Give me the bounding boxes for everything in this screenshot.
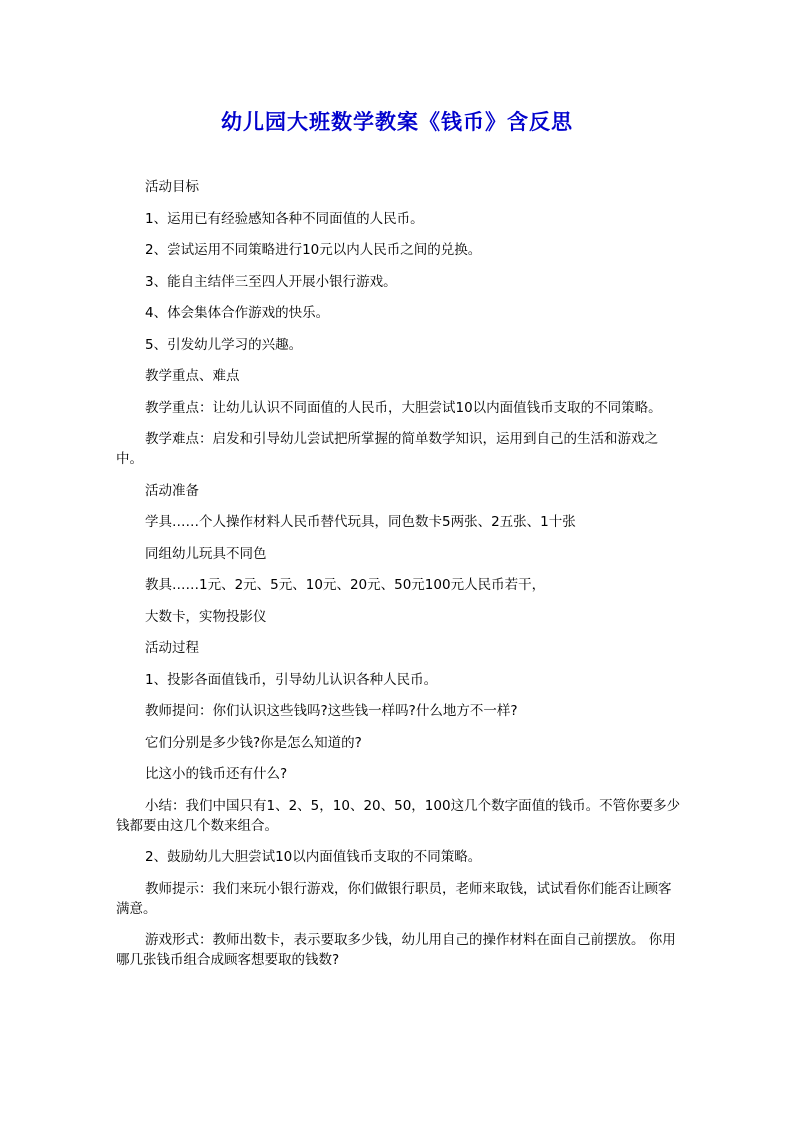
teacher-question-paragraph: 教师提问：你们认识这些钱吗?这些钱一样吗?什么地方不一样? — [145, 703, 518, 719]
objective-item-3: 3、能自主结伴三至四人开展小银行游戏。 — [145, 273, 397, 290]
process-step-2: 2、鼓励幼儿大胆尝试10以内面值钱币支取的不同策略。 — [145, 849, 482, 865]
summary-paragraph: 小结：我们中国只有1、2、5，10、20、50，100这几个数字面值的钱币。不管你要多少钱都要由这几个数来组合。 — [116, 797, 681, 834]
section-heading-process: 活动过程 — [145, 640, 199, 656]
difficulty-paragraph: 教学难点：启发和引导幼儿尝试把所掌握的简单数学知识，运用到自己的生活和游戏之中。 — [116, 431, 658, 467]
section-heading-preparation: 活动准备 — [145, 482, 199, 499]
teacher-hint-paragraph: 教师提示：我们来玩小银行游戏，你们做银行职员，老师来取钱，试试看你们能否让顾客满意。 — [116, 880, 672, 917]
process-step-1: 1、投影各面值钱币，引导幼儿认识各种人民币。 — [145, 671, 438, 688]
objective-item-5: 5、引发幼儿学习的兴趣。 — [145, 336, 303, 353]
preparation-teacher-materials: 教具……1元、2元、5元、10元、20元、50元100元人民币若干， — [145, 577, 546, 593]
document-title: 幼儿园大班数学教案《钱币》含反思 — [221, 109, 573, 134]
section-heading-objectives: 活动目标 — [145, 179, 199, 195]
question-followup-1: 它们分别是多少钱?你是怎么知道的? — [145, 734, 362, 751]
preparation-student-materials: 学具……个人操作材料人民币替代玩具，同色数卡5两张、2五张、1十张 — [145, 514, 576, 530]
preparation-equipment: 大数卡，实物投影仪 — [145, 608, 267, 625]
question-followup-2: 比这小的钱币还有什么? — [145, 766, 288, 782]
document-body — [116, 177, 682, 982]
section-heading-key-points: 教学重点、难点 — [145, 368, 240, 384]
objective-item-1: 1、运用已有经验感知各种不同面值的人民币。 — [145, 210, 424, 227]
preparation-group-note: 同组幼儿玩具不同色 — [145, 545, 267, 562]
objective-item-4: 4、体会集体合作游戏的快乐。 — [145, 305, 330, 321]
key-point-paragraph: 教学重点：让幼儿认识不同面值的人民币，大胆尝试10以内面值钱币支取的不同策略。 — [145, 399, 662, 416]
game-format-paragraph: 游戏形式：教师出数卡，表示要取多少钱，幼儿用自己的操作材料在面自己前摆放。 你用哪几张钱币组合成顾客想要取的钱数? — [116, 932, 676, 968]
objective-item-2: 2、尝试运用不同策略进行10元以内人民币之间的兑换。 — [145, 242, 482, 258]
